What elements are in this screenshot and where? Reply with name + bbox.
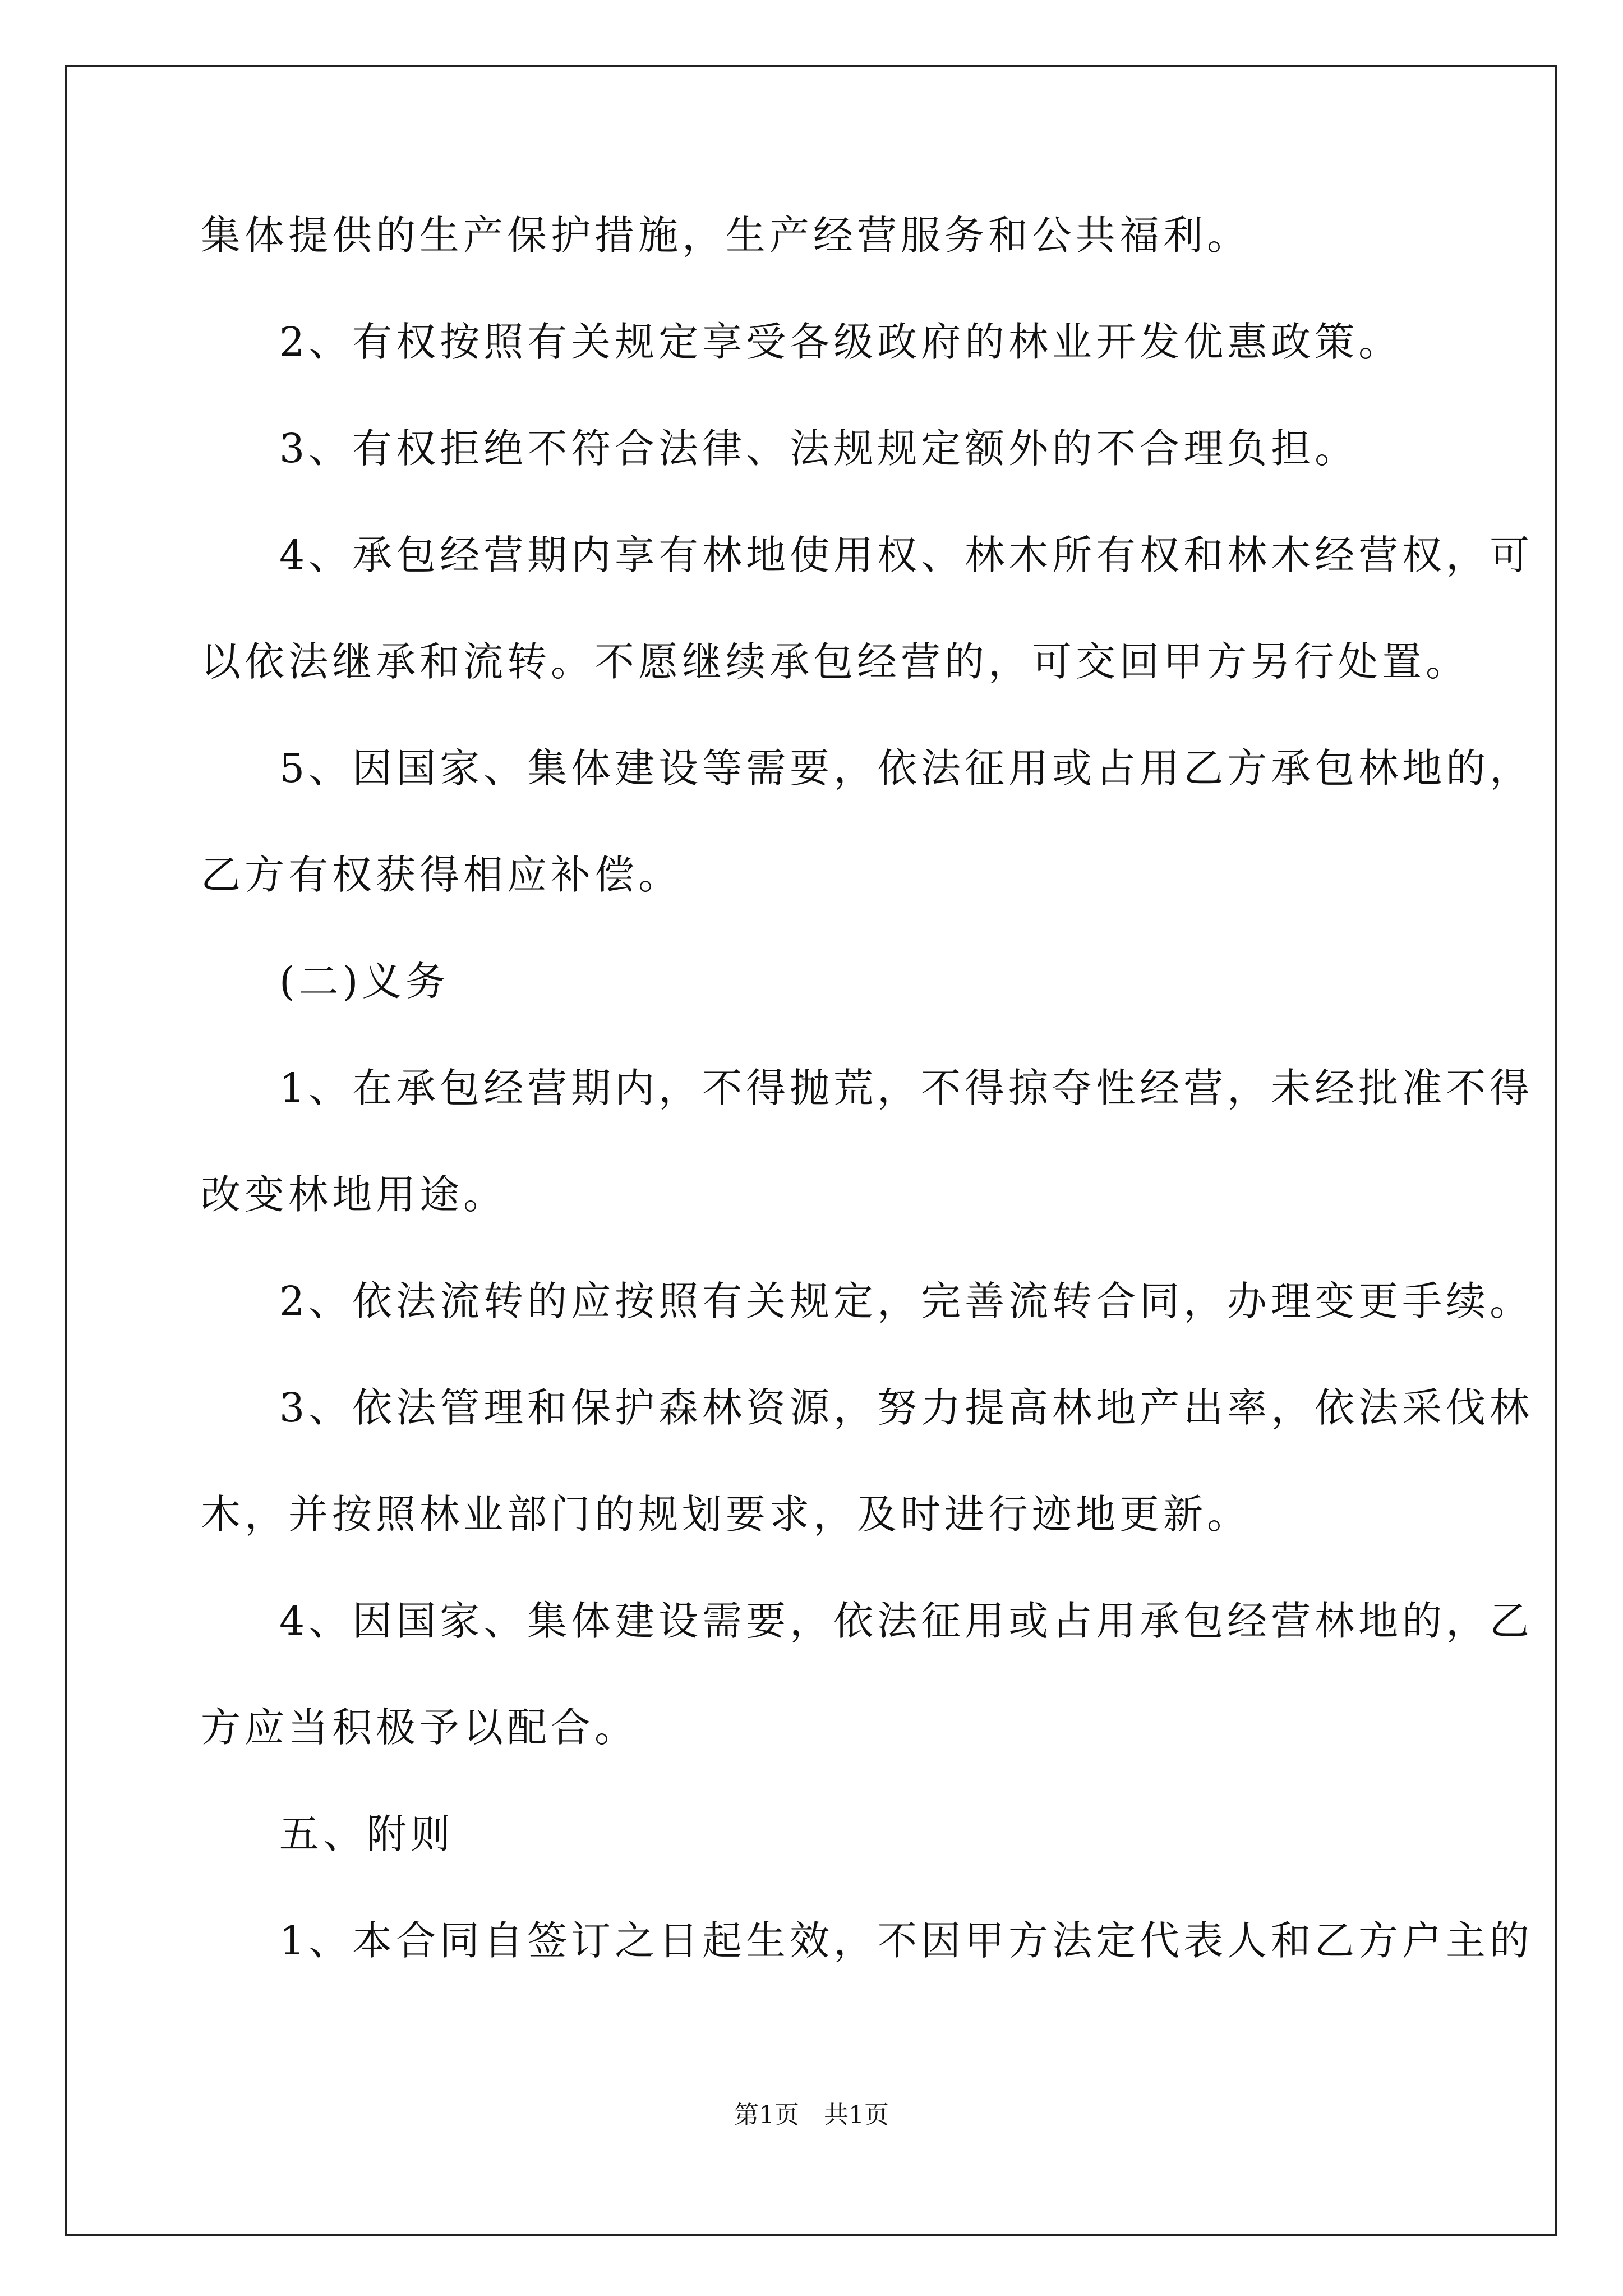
text-line-11: 2、依法流转的应按照有关规定，完善流转合同，办理变更手续。 — [279, 1278, 1534, 1324]
section-heading-obligations: (二)义务 — [279, 958, 450, 1005]
text-line-2: 2、有权按照有关规定享受各级政府的林业开发优惠政策。 — [279, 319, 1403, 365]
text-line-1: 集体提供的生产保护措施，生产经营服务和公共福利。 — [201, 212, 1251, 259]
text-line-6: 5、因国家、集体建设等需要，依法征用或占用乙方承包林地的， — [279, 745, 1534, 792]
text-line-14: 4、因国家、集体建设需要，依法征用或占用承包经营林地的，乙 — [279, 1598, 1534, 1644]
text-line-13: 木，并按照林业部门的规划要求，及时进行迹地更新。 — [201, 1491, 1251, 1538]
text-line-15: 方应当积极予以配合。 — [201, 1704, 639, 1751]
text-line-7: 乙方有权获得相应补偿。 — [201, 852, 683, 898]
text-line-4: 4、承包经营期内享有林地使用权、林木所有权和林木经营权，可 — [279, 532, 1534, 578]
section-heading-appendix: 五、附则 — [279, 1811, 455, 1857]
text-line-3: 3、有权拒绝不符合法律、法规规定额外的不合理负担。 — [279, 425, 1359, 472]
text-line-10: 改变林地用途。 — [201, 1171, 508, 1218]
text-line-17: 1、本合同自签订之日起生效，不因甲方法定代表人和乙方户主的 — [279, 1917, 1534, 1964]
page-frame — [65, 65, 1557, 2236]
text-line-5: 以依法继承和流转。不愿继续承包经营的，可交回甲方另行处置。 — [201, 638, 1470, 685]
page-footer: 第1页 共1页 — [734, 2101, 889, 2129]
text-line-12: 3、依法管理和保护森林资源，努力提高林地产出率，依法采伐林 — [279, 1384, 1534, 1431]
text-line-9: 1、在承包经营期内，不得抛荒，不得掠夺性经营，未经批准不得 — [279, 1065, 1534, 1111]
